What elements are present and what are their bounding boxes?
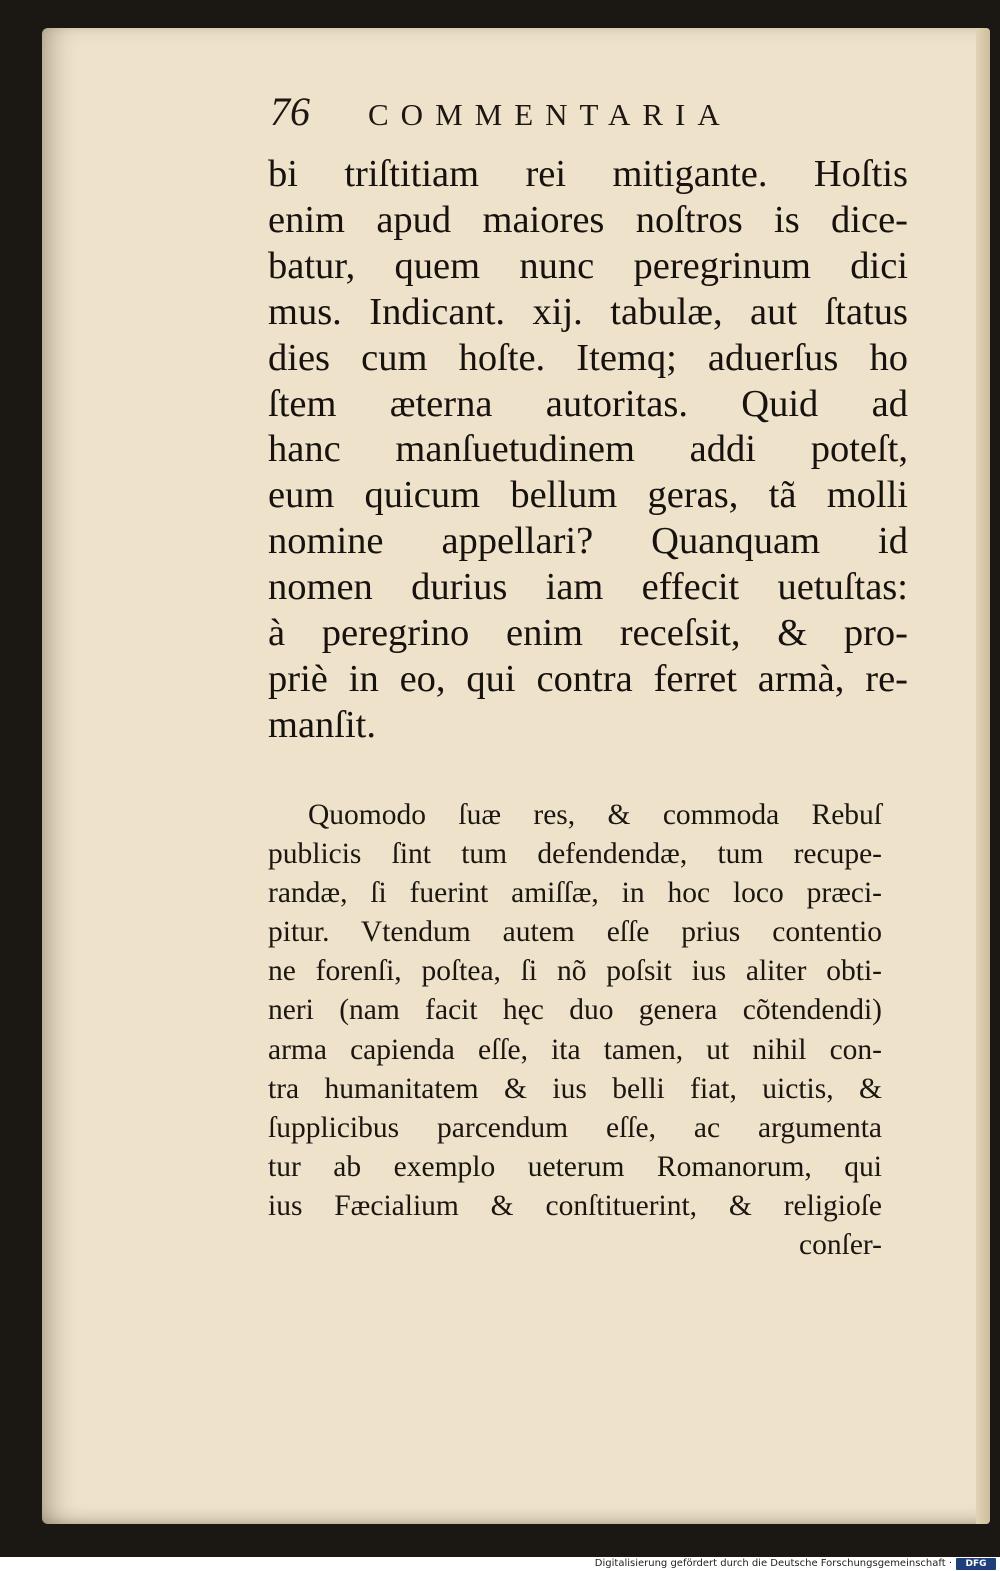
commentary-line: neri (nam facit hęc duo genera cõtendendi) (268, 994, 882, 1027)
commentary-line: arma capienda eſſe, ita tamen, ut nihil con- (268, 1033, 882, 1066)
running-head: COMMENTARIA (368, 97, 732, 132)
main-text-line: manſit. (268, 703, 376, 746)
main-text-line: batur, quem nunc peregrinum dici (268, 244, 908, 287)
page-number: 76 (270, 89, 310, 134)
main-text-line: priè in eo, qui contra ferret armà, re- (268, 657, 908, 700)
commentary-line: publicis ſint tum defendendæ, tum recupe- (268, 838, 882, 871)
commentary-line: tur ab exemplo ueterum Romanorum, qui (268, 1150, 882, 1183)
main-text-line: eum quicum bellum geras, tã molli (268, 474, 908, 517)
dfg-logo: DFG (956, 1558, 996, 1570)
commentary-line: ne forenſi, poſtea, ſi nõ poſsit ius aliter obti- (268, 955, 882, 988)
commentary-line: Quomodo ſuæ res, & commoda Rebuſ (308, 799, 882, 831)
commentary-line: randæ, ſi fuerint amiſſæ, in hoc loco præci- (268, 877, 882, 910)
main-text-line: nomine appellari? Quanquam id (268, 520, 908, 563)
main-text-line: hanc manſuetudinem addi poteſt, (268, 428, 908, 471)
footer-bar (0, 1557, 1000, 1571)
catchword: conſer- (799, 1229, 882, 1262)
main-text-line: ſtem æterna autoritas. Quid ad (268, 382, 908, 425)
main-text-line: mus. Indicant. xij. tabulæ, aut ſtatus (268, 290, 908, 333)
commentary-line: tra humanitatem & ius belli fiat, uictis, & (268, 1072, 882, 1105)
main-text-line: dies cum hoſte. Itemq; aduerſus ho (268, 336, 908, 379)
commentary-line: pitur. Vtendum autem eſſe prius contentio (268, 916, 882, 949)
commentary-line: ius Fæcialium & conſtituerint, & religioſe (268, 1189, 882, 1222)
commentary-line: ſupplicibus parcendum eſſe, ac argumenta (268, 1111, 882, 1144)
main-text-block (268, 152, 908, 749)
commentary-block (268, 796, 882, 1265)
main-text-line: nomen durius iam effecit uetuſtas: (268, 566, 908, 609)
page-header (270, 88, 732, 135)
funding-credit: Digitalisierung gefördert durch die Deutsche Forschungsgemeinschaft · (594, 1558, 952, 1569)
main-text-line: à peregrino enim receſsit, & pro- (268, 612, 908, 655)
page-edge (976, 28, 990, 1524)
main-text-line: enim apud maiores noſtros is dice- (268, 198, 908, 241)
main-text-line: bi triſtitiam rei mitigante. Hoſtis (268, 153, 908, 195)
